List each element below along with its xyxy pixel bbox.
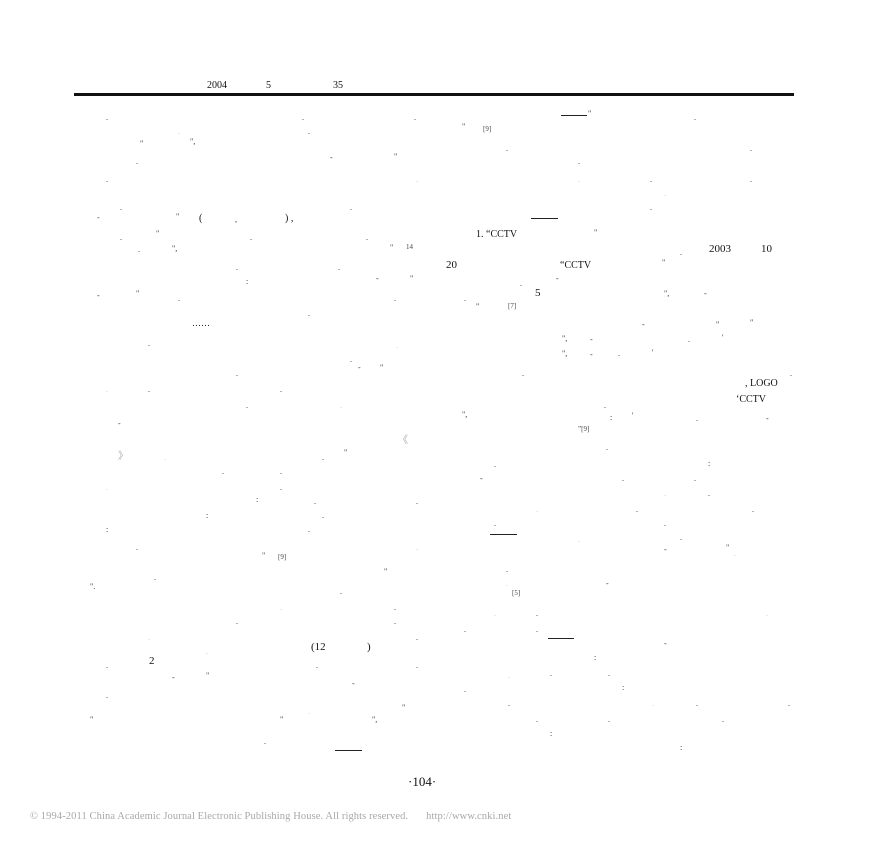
page-number: ·104· — [408, 774, 437, 789]
ref-cluster: ”[9] — [578, 425, 590, 433]
underline — [548, 638, 574, 639]
ref-14: 14 — [406, 243, 413, 251]
body-logo: , LOGO — [745, 378, 778, 389]
ref-9-top: [9] — [483, 125, 492, 133]
body-open-paren: ( — [199, 213, 203, 224]
body-number-2: 2 — [149, 655, 155, 667]
body-ellipsis: …… — [192, 318, 210, 328]
footer-url[interactable]: http://www.cnki.net — [426, 811, 512, 822]
header-rule — [74, 93, 794, 96]
body-cctv-bullet: ‘CCTV — [736, 394, 766, 405]
body-close-paren: ) , — [285, 213, 294, 224]
underline — [561, 115, 587, 116]
section-heading: 1. “CCTV — [476, 229, 518, 240]
ref-9: [9] — [278, 553, 287, 561]
body-angle-close: 》 — [118, 451, 128, 462]
underline — [490, 534, 517, 535]
body-cctv-quote: “CCTV — [560, 260, 592, 271]
header-year: 2004 — [207, 80, 227, 91]
body-year: 2003 — [709, 243, 731, 255]
ref-5: [5] — [512, 589, 521, 597]
header-issue: 5 — [266, 80, 271, 91]
copyright-text: © 1994-2011 China Academic Journal Electronic Publishing House. All rights reserved. — [30, 811, 409, 822]
body-month: 10 — [761, 243, 772, 255]
body-angle-open: 《 — [398, 435, 408, 446]
copyright-footer — [30, 811, 511, 822]
body-paren-12: (12 — [311, 641, 326, 653]
underline — [335, 750, 362, 751]
underline — [531, 218, 558, 219]
body-number-5: 5 — [535, 287, 541, 299]
body-paren-close: ) — [367, 641, 371, 653]
body-number-20: 20 — [446, 259, 457, 271]
header-volume: 35 — [333, 80, 343, 91]
ref-7: [7] — [508, 302, 517, 310]
